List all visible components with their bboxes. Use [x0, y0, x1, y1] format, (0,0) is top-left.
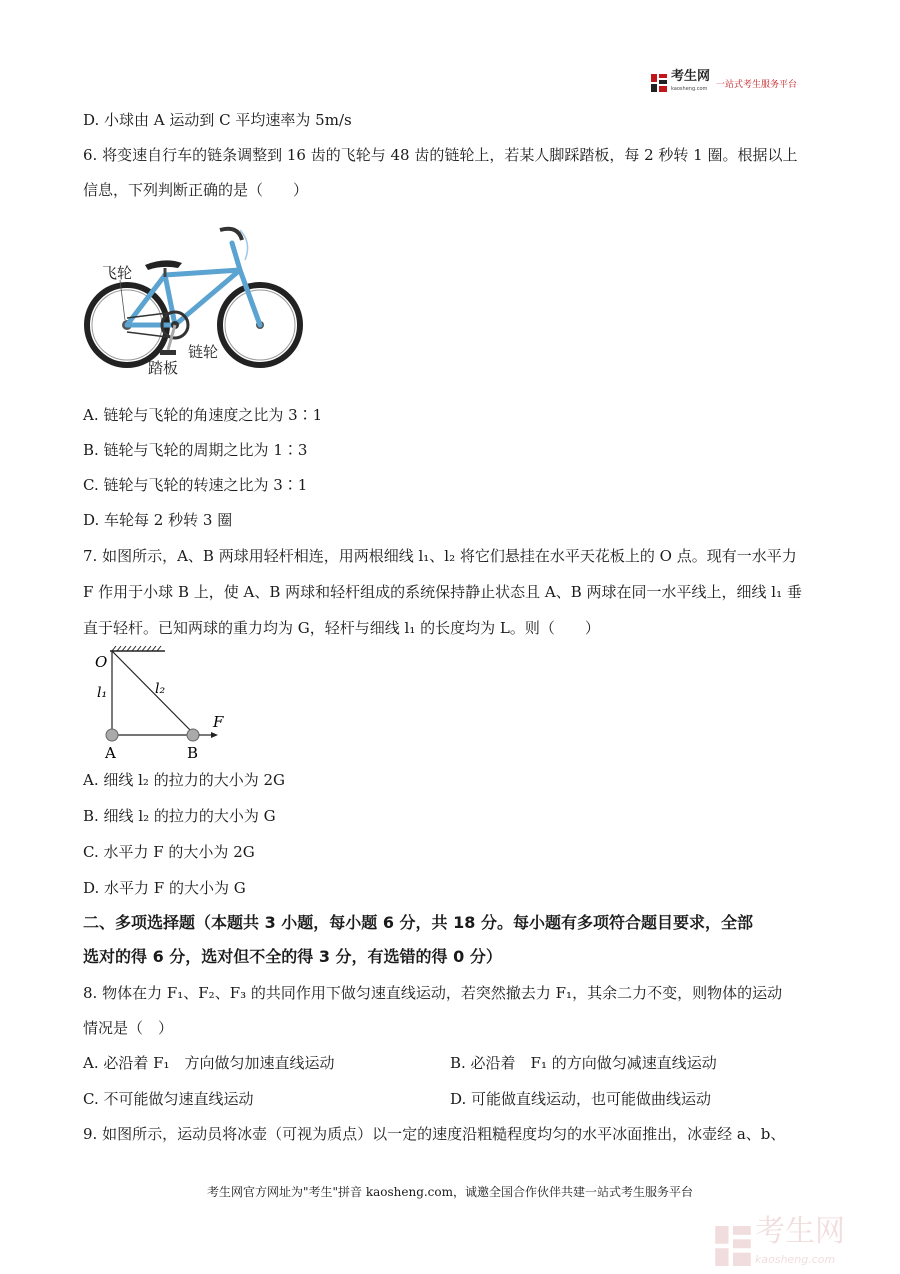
- string-l2: [112, 651, 193, 733]
- pendulum-figure: [85, 645, 235, 763]
- label-chainwheel: 链轮: [188, 343, 219, 361]
- q8-option-c: C. 不可能做匀速直线运动: [83, 1090, 254, 1108]
- q6-option-d: D. 车轮每 2 秒转 3 圈: [83, 511, 233, 529]
- q7-option-c: C. 水平力 F 的大小为 2G: [83, 843, 255, 861]
- watermark-logo-icon: [715, 1226, 751, 1266]
- q7-stem-line3: 直于轻杆。已知两球的重力均为 G，轻杆与细线 l₁ 的长度均为 L。则（ ）: [83, 619, 600, 637]
- label-a: A: [105, 744, 116, 762]
- ball-a: [106, 729, 118, 741]
- label-l1: l₁: [97, 685, 108, 701]
- header-logo: [651, 69, 798, 94]
- q6-stem-line1: 6. 将变速自行车的链条调整到 16 齿的飞轮与 48 齿的链轮上，若某人脚踩踏板，每 2 秒转 1 圈。根据以上: [83, 146, 798, 164]
- q7-option-b: B. 细线 l₂ 的拉力的大小为 G: [83, 807, 276, 825]
- q7-stem-line2: F 作用于小球 B 上，使 A、B 两球和轻杆组成的系统保持静止状态且 A、B 两球在同一水平线上，细线 l₁ 垂: [83, 583, 802, 601]
- label-flywheel: 飞轮: [102, 264, 133, 282]
- logo-slogan: 一站式考生服务平台: [716, 79, 798, 90]
- section2-line2: 选对的得 6 分，选对但不全的得 3 分，有选错的得 0 分）: [83, 947, 502, 966]
- ball-b: [187, 729, 199, 741]
- section2-line1: 二、多项选择题（本题共 3 小题，每小题 6 分，共 18 分。每小题有多项符合题目要求，全部: [83, 913, 753, 932]
- q7-option-d: D. 水平力 F 的大小为 G: [83, 879, 246, 897]
- label-f: F: [213, 713, 224, 731]
- q9-stem-line1: 9. 如图所示，运动员将冰壶（可视为质点）以一定的速度沿粗糙程度均匀的水平冰面推出，冰壶经 a、b、: [83, 1125, 786, 1143]
- q7-stem-line1: 7. 如图所示，A、B 两球用轻杆相连，用两根细线 l₁、l₂ 将它们悬挂在水平天花板上的 O 点。现有一水平力: [83, 547, 797, 565]
- q8-stem-line1: 8. 物体在力 F₁、F₂、F₃ 的共同作用下做匀速直线运动，若突然撤去力 F₁，其余二力不变，则物体的运动: [83, 984, 783, 1002]
- q5-option-d: D. 小球由 A 运动到 C 平均速率为 5m/s: [83, 111, 352, 129]
- q8-option-a: A. 必沿着 F₁ 方向做匀加速直线运动: [83, 1054, 335, 1072]
- q8-option-b: B. 必沿着 F₁ 的方向做匀减速直线运动: [450, 1054, 717, 1072]
- kaosheng-logo-icon: [651, 74, 667, 92]
- q6-stem-line2: 信息，下列判断正确的是（ ）: [83, 181, 309, 199]
- q7-option-a: A. 细线 l₂ 的拉力的大小为 2G: [83, 771, 286, 789]
- q8-option-d: D. 可能做直线运动，也可能做曲线运动: [450, 1090, 712, 1108]
- label-o: O: [95, 653, 108, 671]
- q6-option-a: A. 链轮与飞轮的角速度之比为 3∶1: [83, 406, 323, 424]
- q6-option-c: C. 链轮与飞轮的转速之比为 3∶1: [83, 476, 308, 494]
- label-b: B: [187, 744, 199, 762]
- logo-text: 考生网 kaosheng.com: [671, 69, 711, 92]
- label-l2: l₂: [155, 681, 166, 697]
- q6-option-b: B. 链轮与飞轮的周期之比为 1∶3: [83, 441, 308, 459]
- watermark: 考生网 kaosheng.com: [715, 1218, 845, 1274]
- label-pedal: 踏板: [148, 359, 179, 377]
- page-footer: 考生网官方网址为"考生"拼音 kaosheng.com，诚邀全国合作伙伴共建一站式考生服务平台: [206, 1185, 694, 1199]
- bicycle-figure: [80, 215, 310, 380]
- q8-stem-line2: 情况是（ ）: [83, 1019, 174, 1037]
